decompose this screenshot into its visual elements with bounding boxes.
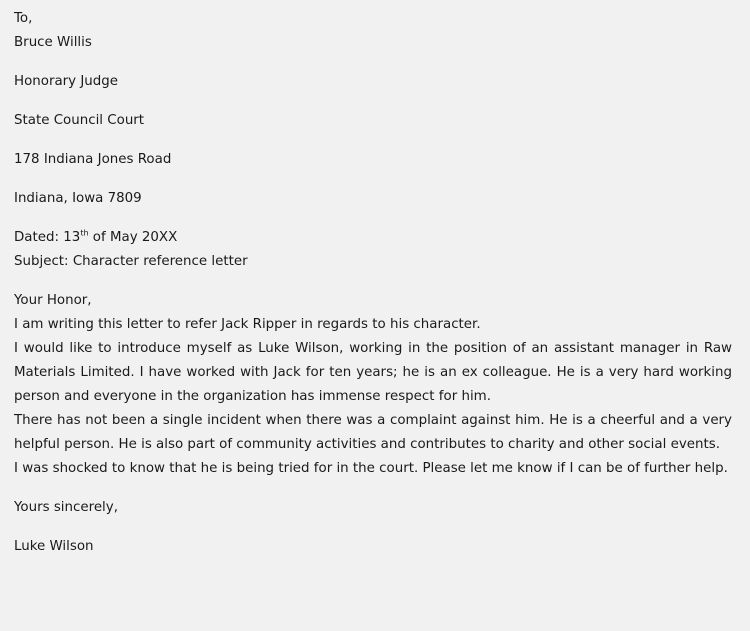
date-rest: of May 20XX: [88, 230, 178, 245]
recipient-name: Bruce Willis: [14, 35, 92, 50]
body-paragraph: I would like to introduce myself as Luke Wilson, working in the position of an assistant manager in Raw Materials Limited. I have worked with Jack for ten years; he is an ex colleague. He is a very hard working person and everyone in the organization has immense respect for him.: [14, 341, 732, 404]
body-paragraph: There has not been a single incident when there was a complaint against him. He is a cheerful and a very helpful person. He is also part of community activities and contributes to charity and other social events.: [14, 413, 732, 452]
recipient-title: Honorary Judge: [14, 74, 119, 89]
body-paragraph: I was shocked to know that he is being tried for in the court. Please let me know if I can be of further help.: [14, 461, 728, 476]
date-label: Dated: 13: [14, 230, 81, 245]
to-line: To,: [14, 11, 33, 26]
date-ordinal-suffix: th: [80, 228, 89, 238]
date-line: [14, 226, 732, 250]
subject-line: Subject: Character reference letter: [14, 254, 248, 269]
recipient-street: 178 Indiana Jones Road: [14, 152, 172, 167]
greeting: Your Honor,: [14, 293, 92, 308]
body-paragraph: I am writing this letter to refer Jack Ripper in regards to his character.: [14, 317, 481, 332]
signature-name: Luke Wilson: [14, 539, 94, 554]
recipient-organization: State Council Court: [14, 113, 145, 128]
recipient-city-line: Indiana, Iowa 7809: [14, 191, 142, 206]
closing: Yours sincerely,: [14, 500, 118, 515]
